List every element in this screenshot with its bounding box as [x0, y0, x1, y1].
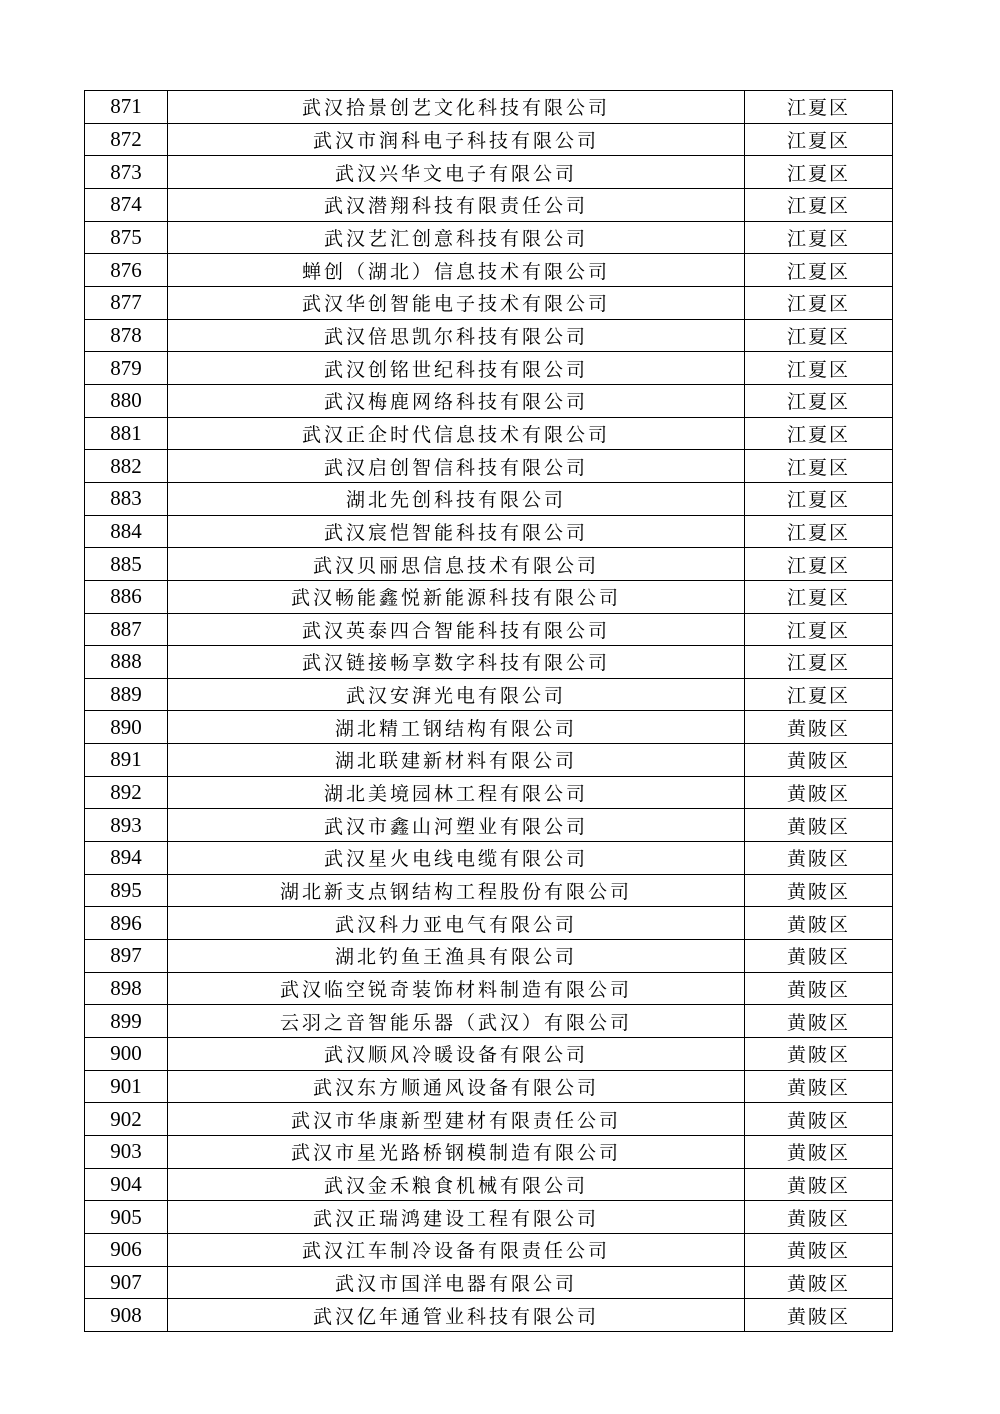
company-name-cell: 湖北新支点钢结构工程股份有限公司	[168, 874, 745, 907]
district-cell: 江夏区	[745, 678, 893, 711]
table-row	[85, 776, 893, 809]
district-cell: 黄陂区	[745, 1233, 893, 1266]
table-row	[85, 1005, 893, 1038]
row-number-cell: 890	[85, 711, 168, 744]
row-number-cell: 871	[85, 91, 168, 124]
company-name-cell: 武汉正瑞鸿建设工程有限公司	[168, 1201, 745, 1234]
row-number-cell: 884	[85, 515, 168, 548]
company-name-cell: 武汉启创智信科技有限公司	[168, 450, 745, 483]
row-number-cell: 883	[85, 482, 168, 515]
row-number-cell: 902	[85, 1103, 168, 1136]
table-row	[85, 482, 893, 515]
district-cell: 江夏区	[745, 384, 893, 417]
district-cell: 江夏区	[745, 319, 893, 352]
company-name-cell: 武汉华创智能电子技术有限公司	[168, 286, 745, 319]
row-number-cell: 908	[85, 1299, 168, 1332]
table-row	[85, 221, 893, 254]
company-name-cell: 武汉贝丽思信息技术有限公司	[168, 548, 745, 581]
district-cell: 江夏区	[745, 352, 893, 385]
company-name-cell: 武汉江车制冷设备有限责任公司	[168, 1233, 745, 1266]
district-cell: 江夏区	[745, 646, 893, 679]
row-number-cell: 881	[85, 417, 168, 450]
table-row	[85, 548, 893, 581]
company-name-cell: 武汉临空锐奇装饰材料制造有限公司	[168, 972, 745, 1005]
district-cell: 江夏区	[745, 123, 893, 156]
table-row	[85, 156, 893, 189]
table-row	[85, 1201, 893, 1234]
row-number-cell: 907	[85, 1266, 168, 1299]
company-name-cell: 武汉金禾粮食机械有限公司	[168, 1168, 745, 1201]
company-name-cell: 武汉链接畅享数字科技有限公司	[168, 646, 745, 679]
row-number-cell: 886	[85, 580, 168, 613]
table-row	[85, 1070, 893, 1103]
table-row	[85, 907, 893, 940]
company-name-cell: 武汉顺风冷暖设备有限公司	[168, 1038, 745, 1071]
row-number-cell: 885	[85, 548, 168, 581]
row-number-cell: 879	[85, 352, 168, 385]
district-cell: 江夏区	[745, 450, 893, 483]
company-name-cell: 武汉市国洋电器有限公司	[168, 1266, 745, 1299]
row-number-cell: 880	[85, 384, 168, 417]
company-list-body	[85, 91, 893, 1332]
row-number-cell: 892	[85, 776, 168, 809]
district-cell: 黄陂区	[745, 809, 893, 842]
table-row	[85, 809, 893, 842]
company-name-cell: 湖北先创科技有限公司	[168, 482, 745, 515]
row-number-cell: 875	[85, 221, 168, 254]
company-name-cell: 武汉亿年通管业科技有限公司	[168, 1299, 745, 1332]
table-row	[85, 384, 893, 417]
company-name-cell: 武汉安湃光电有限公司	[168, 678, 745, 711]
table-row	[85, 711, 893, 744]
table-row	[85, 254, 893, 287]
table-row	[85, 91, 893, 124]
district-cell: 黄陂区	[745, 711, 893, 744]
table-row	[85, 744, 893, 777]
company-name-cell: 湖北精工钢结构有限公司	[168, 711, 745, 744]
table-row	[85, 678, 893, 711]
row-number-cell: 887	[85, 613, 168, 646]
district-cell: 黄陂区	[745, 1070, 893, 1103]
district-cell: 江夏区	[745, 156, 893, 189]
row-number-cell: 901	[85, 1070, 168, 1103]
table-row	[85, 1266, 893, 1299]
row-number-cell: 873	[85, 156, 168, 189]
company-name-cell: 武汉艺汇创意科技有限公司	[168, 221, 745, 254]
company-name-cell: 武汉潜翔科技有限责任公司	[168, 188, 745, 221]
district-cell: 江夏区	[745, 91, 893, 124]
district-cell: 黄陂区	[745, 1299, 893, 1332]
district-cell: 黄陂区	[745, 776, 893, 809]
district-cell: 黄陂区	[745, 907, 893, 940]
company-name-cell: 湖北美境园林工程有限公司	[168, 776, 745, 809]
row-number-cell: 893	[85, 809, 168, 842]
district-cell: 黄陂区	[745, 1103, 893, 1136]
district-cell: 江夏区	[745, 548, 893, 581]
row-number-cell: 898	[85, 972, 168, 1005]
row-number-cell: 872	[85, 123, 168, 156]
row-number-cell: 904	[85, 1168, 168, 1201]
district-cell: 黄陂区	[745, 1266, 893, 1299]
district-cell: 黄陂区	[745, 972, 893, 1005]
company-name-cell: 武汉市华康新型建材有限责任公司	[168, 1103, 745, 1136]
table-row	[85, 1299, 893, 1332]
district-cell: 黄陂区	[745, 1038, 893, 1071]
table-row	[85, 1103, 893, 1136]
table-row	[85, 1136, 893, 1169]
row-number-cell: 876	[85, 254, 168, 287]
table-row	[85, 1233, 893, 1266]
district-cell: 黄陂区	[745, 940, 893, 973]
table-row	[85, 580, 893, 613]
row-number-cell: 897	[85, 940, 168, 973]
row-number-cell: 894	[85, 842, 168, 875]
company-name-cell: 武汉梅鹿网络科技有限公司	[168, 384, 745, 417]
company-name-cell: 蝉创（湖北）信息技术有限公司	[168, 254, 745, 287]
district-cell: 江夏区	[745, 188, 893, 221]
company-name-cell: 武汉拾景创艺文化科技有限公司	[168, 91, 745, 124]
table-row	[85, 842, 893, 875]
company-name-cell: 武汉东方顺通风设备有限公司	[168, 1070, 745, 1103]
row-number-cell: 899	[85, 1005, 168, 1038]
company-name-cell: 武汉英泰四合智能科技有限公司	[168, 613, 745, 646]
table-row	[85, 515, 893, 548]
company-name-cell: 武汉市润科电子科技有限公司	[168, 123, 745, 156]
company-name-cell: 武汉畅能鑫悦新能源科技有限公司	[168, 580, 745, 613]
company-name-cell: 武汉兴华文电子有限公司	[168, 156, 745, 189]
district-cell: 江夏区	[745, 286, 893, 319]
company-name-cell: 武汉倍思凯尔科技有限公司	[168, 319, 745, 352]
table-row	[85, 940, 893, 973]
company-name-cell: 武汉创铭世纪科技有限公司	[168, 352, 745, 385]
district-cell: 江夏区	[745, 580, 893, 613]
row-number-cell: 877	[85, 286, 168, 319]
company-name-cell: 武汉正企时代信息技术有限公司	[168, 417, 745, 450]
row-number-cell: 882	[85, 450, 168, 483]
district-cell: 江夏区	[745, 515, 893, 548]
table-row	[85, 874, 893, 907]
row-number-cell: 896	[85, 907, 168, 940]
table-row	[85, 1168, 893, 1201]
company-name-cell: 武汉星火电线电缆有限公司	[168, 842, 745, 875]
row-number-cell: 906	[85, 1233, 168, 1266]
table-row	[85, 352, 893, 385]
row-number-cell: 891	[85, 744, 168, 777]
table-row	[85, 319, 893, 352]
district-cell: 黄陂区	[745, 1201, 893, 1234]
district-cell: 江夏区	[745, 613, 893, 646]
company-name-cell: 云羽之音智能乐器（武汉）有限公司	[168, 1005, 745, 1038]
table-row	[85, 123, 893, 156]
row-number-cell: 903	[85, 1136, 168, 1169]
district-cell: 黄陂区	[745, 1136, 893, 1169]
table-row	[85, 613, 893, 646]
company-name-cell: 武汉市鑫山河塑业有限公司	[168, 809, 745, 842]
table-row	[85, 646, 893, 679]
district-cell: 黄陂区	[745, 1005, 893, 1038]
district-cell: 黄陂区	[745, 874, 893, 907]
row-number-cell: 895	[85, 874, 168, 907]
district-cell: 黄陂区	[745, 842, 893, 875]
company-name-cell: 湖北联建新材料有限公司	[168, 744, 745, 777]
table-row	[85, 286, 893, 319]
district-cell: 黄陂区	[745, 744, 893, 777]
company-name-cell: 武汉市星光路桥钢模制造有限公司	[168, 1136, 745, 1169]
row-number-cell: 874	[85, 188, 168, 221]
district-cell: 黄陂区	[745, 1168, 893, 1201]
company-name-cell: 武汉科力亚电气有限公司	[168, 907, 745, 940]
table-row	[85, 188, 893, 221]
district-cell: 江夏区	[745, 482, 893, 515]
district-cell: 江夏区	[745, 221, 893, 254]
row-number-cell: 900	[85, 1038, 168, 1071]
table-row	[85, 417, 893, 450]
district-cell: 江夏区	[745, 254, 893, 287]
company-list-table	[84, 90, 893, 1332]
company-name-cell: 武汉宸恺智能科技有限公司	[168, 515, 745, 548]
company-name-cell: 湖北钓鱼王渔具有限公司	[168, 940, 745, 973]
row-number-cell: 878	[85, 319, 168, 352]
row-number-cell: 905	[85, 1201, 168, 1234]
table-row	[85, 1038, 893, 1071]
row-number-cell: 888	[85, 646, 168, 679]
table-row	[85, 972, 893, 1005]
district-cell: 江夏区	[745, 417, 893, 450]
row-number-cell: 889	[85, 678, 168, 711]
table-row	[85, 450, 893, 483]
